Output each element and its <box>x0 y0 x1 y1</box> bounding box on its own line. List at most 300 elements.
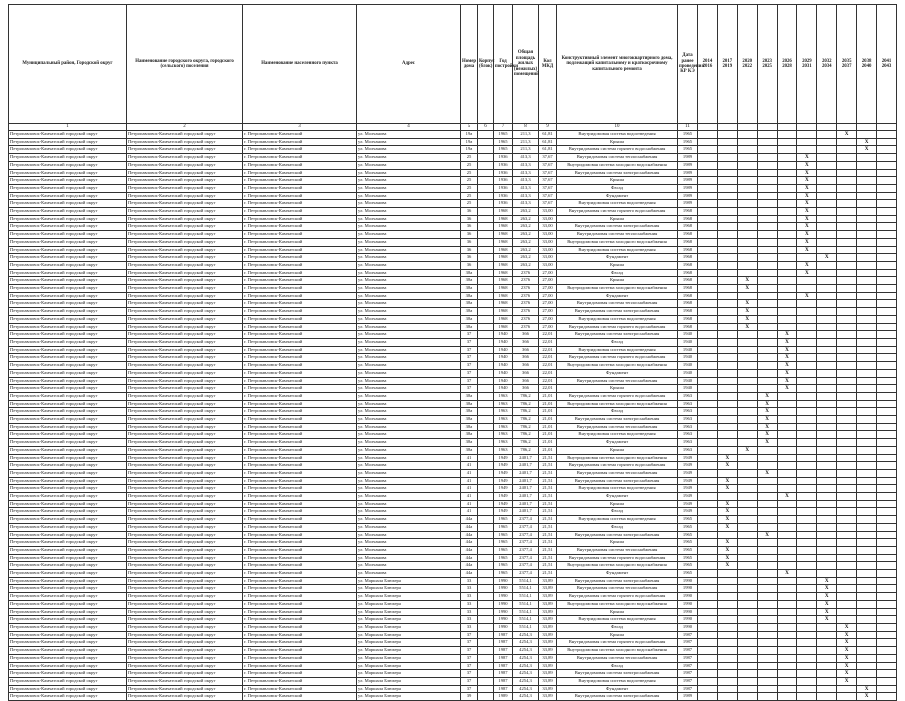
period-cell <box>698 215 718 223</box>
locality-cell: г. Петропавловск-Камчатский <box>243 138 357 146</box>
block-cell <box>478 570 494 578</box>
period-cell <box>777 600 797 608</box>
table-row <box>9 416 897 424</box>
repair-date-cell: 1968 <box>678 254 698 262</box>
block-cell <box>478 531 494 539</box>
table-row <box>9 408 897 416</box>
district-cell: Петропавловск-Камчатский городской округ <box>9 338 127 346</box>
address-cell: ул. Маршала Блюхера <box>357 616 461 624</box>
address-cell: ул. Молчанова <box>357 454 461 462</box>
table-row <box>9 677 897 685</box>
period-cell <box>837 600 857 608</box>
block-cell <box>478 261 494 269</box>
period-cell <box>757 285 777 293</box>
element-cell: Крыша <box>557 385 678 393</box>
period-cell <box>837 154 857 162</box>
period-cell <box>817 315 837 323</box>
settlement-cell: Петропавловск-Камчатский городской округ <box>127 677 243 685</box>
table-row <box>9 431 897 439</box>
period-cell <box>837 693 857 701</box>
count-cell: 61,81 <box>539 138 557 146</box>
element-cell: Крыша <box>557 446 678 454</box>
element-cell: Внутридомовая система теплоснабжения <box>557 377 678 385</box>
district-cell: Петропавловск-Камчатский городской округ <box>9 423 127 431</box>
period-cell <box>757 208 777 216</box>
area-cell: 263,2 <box>513 208 539 216</box>
period-cell <box>777 469 797 477</box>
table-row <box>9 570 897 578</box>
count-cell: 61,81 <box>539 146 557 154</box>
period-cell: Х <box>717 523 737 531</box>
period-cell <box>737 431 757 439</box>
repair-date-cell: 1989 <box>678 161 698 169</box>
table-body <box>9 131 897 701</box>
period-cell <box>877 254 897 262</box>
block-cell <box>478 423 494 431</box>
block-cell <box>478 608 494 616</box>
period-cell <box>777 300 797 308</box>
period-cell <box>797 385 817 393</box>
period-cell <box>797 392 817 400</box>
period-cell <box>717 585 737 593</box>
table-row <box>9 246 897 254</box>
district-cell: Петропавловск-Камчатский городской округ <box>9 647 127 655</box>
period-cell <box>698 154 718 162</box>
period-cell <box>698 369 718 377</box>
period-cell <box>757 238 777 246</box>
house-number-cell: 33 <box>461 577 478 585</box>
locality-cell: г. Петропавловск-Камчатский <box>243 508 357 516</box>
column-number <box>817 124 837 131</box>
build-year-cell: 1963 <box>494 423 513 431</box>
block-cell <box>478 223 494 231</box>
settlement-cell: Петропавловск-Камчатский городской округ <box>127 385 243 393</box>
period-cell: Х <box>757 439 777 447</box>
table-row <box>9 516 897 524</box>
district-cell: Петропавловск-Камчатский городской округ <box>9 169 127 177</box>
locality-cell: г. Петропавловск-Камчатский <box>243 277 357 285</box>
repair-date-cell: 1949 <box>678 508 698 516</box>
period-cell <box>877 292 897 300</box>
table-row <box>9 531 897 539</box>
house-number-cell: 38а <box>461 423 478 431</box>
house-number-cell: 38а <box>461 300 478 308</box>
block-cell <box>478 169 494 177</box>
element-cell: Фундамент <box>557 192 678 200</box>
period-cell: Х <box>837 131 857 139</box>
house-number-cell: 36 <box>461 238 478 246</box>
block-cell <box>478 308 494 316</box>
area-cell: 263,2 <box>513 215 539 223</box>
period-cell <box>777 539 797 547</box>
period-cell <box>877 346 897 354</box>
area-cell: 413,3 <box>513 200 539 208</box>
table-row <box>9 292 897 300</box>
locality-cell: г. Петропавловск-Камчатский <box>243 377 357 385</box>
period-cell <box>857 639 877 647</box>
locality-cell: г. Петропавловск-Камчатский <box>243 416 357 424</box>
build-year-cell: 1968 <box>494 285 513 293</box>
period-cell <box>717 223 737 231</box>
period-cell <box>777 408 797 416</box>
district-cell: Петропавловск-Камчатский городской округ <box>9 269 127 277</box>
district-cell: Петропавловск-Камчатский городской округ <box>9 161 127 169</box>
period-cell <box>857 593 877 601</box>
period-cell <box>857 338 877 346</box>
period-cell <box>857 277 877 285</box>
period-cell <box>698 416 718 424</box>
period-cell: Х <box>797 292 817 300</box>
period-cell <box>877 469 897 477</box>
build-year-cell: 1968 <box>494 238 513 246</box>
repair-date-cell: 1963 <box>678 446 698 454</box>
count-cell: 37,67 <box>539 192 557 200</box>
count-cell: 21,51 <box>539 539 557 547</box>
area-cell: 2401,7 <box>513 462 539 470</box>
settlement-cell: Петропавловск-Камчатский городской округ <box>127 154 243 162</box>
repair-date-cell: 1990 <box>678 577 698 585</box>
house-number-cell: 25 <box>461 200 478 208</box>
build-year-cell: 1968 <box>494 269 513 277</box>
element-cell: Внутридомовая система электроснабжения <box>557 693 678 701</box>
address-cell: ул. Маршала Блюхера <box>357 585 461 593</box>
column-header: 2023 2025 <box>757 5 777 124</box>
area-cell: 2377,4 <box>513 570 539 578</box>
column-number <box>757 124 777 131</box>
locality-cell: г. Петропавловск-Камчатский <box>243 161 357 169</box>
period-cell <box>717 323 737 331</box>
period-cell <box>857 269 877 277</box>
table-row <box>9 215 897 223</box>
build-year-cell: 1940 <box>494 369 513 377</box>
district-cell: Петропавловск-Камчатский городской округ <box>9 177 127 185</box>
build-year-cell: 1949 <box>494 477 513 485</box>
period-cell <box>757 315 777 323</box>
period-cell <box>777 177 797 185</box>
period-cell: Х <box>717 454 737 462</box>
build-year-cell: 1965 <box>494 523 513 531</box>
period-cell <box>737 346 757 354</box>
period-cell <box>837 485 857 493</box>
count-cell: 33,89 <box>539 593 557 601</box>
area-cell: 366 <box>513 377 539 385</box>
period-cell <box>698 184 718 192</box>
locality-cell: г. Петропавловск-Камчатский <box>243 439 357 447</box>
period-cell <box>857 246 877 254</box>
period-cell: Х <box>817 600 837 608</box>
period-cell <box>857 562 877 570</box>
count-cell: 37,67 <box>539 177 557 185</box>
locality-cell: г. Петропавловск-Камчатский <box>243 608 357 616</box>
settlement-cell: Петропавловск-Камчатский городской округ <box>127 369 243 377</box>
repair-date-cell: 1963 <box>678 408 698 416</box>
block-cell <box>478 400 494 408</box>
period-cell <box>717 331 737 339</box>
build-year-cell: 1940 <box>494 385 513 393</box>
address-cell: ул. Молчанова <box>357 493 461 501</box>
period-cell <box>877 308 897 316</box>
address-cell: ул. Молчанова <box>357 423 461 431</box>
element-cell: Внутридомовая система горячего водоснабжения <box>557 639 678 647</box>
period-cell <box>797 500 817 508</box>
period-cell <box>857 377 877 385</box>
period-cell <box>717 416 737 424</box>
column-number: 4 <box>357 124 461 131</box>
district-cell: Петропавловск-Камчатский городской округ <box>9 662 127 670</box>
locality-cell: г. Петропавловск-Камчатский <box>243 600 357 608</box>
period-cell <box>817 392 837 400</box>
period-cell <box>877 600 897 608</box>
build-year-cell: 1965 <box>494 138 513 146</box>
period-cell: Х <box>817 577 837 585</box>
period-cell <box>797 308 817 316</box>
build-year-cell: 1968 <box>494 208 513 216</box>
period-cell <box>757 292 777 300</box>
period-cell <box>877 562 897 570</box>
element-cell: Фундамент <box>557 254 678 262</box>
period-cell <box>737 354 757 362</box>
period-cell <box>857 300 877 308</box>
element-cell: Внутридомовая система водоотведения <box>557 616 678 624</box>
count-cell: 27,00 <box>539 277 557 285</box>
period-cell <box>777 685 797 693</box>
period-cell <box>717 177 737 185</box>
table-row <box>9 454 897 462</box>
build-year-cell: 1940 <box>494 331 513 339</box>
locality-cell: г. Петропавловск-Камчатский <box>243 215 357 223</box>
period-cell <box>857 369 877 377</box>
period-cell <box>817 208 837 216</box>
settlement-cell: Петропавловск-Камчатский городской округ <box>127 593 243 601</box>
period-cell <box>698 431 718 439</box>
period-cell <box>877 516 897 524</box>
period-cell <box>857 192 877 200</box>
period-cell <box>877 523 897 531</box>
address-cell: ул. Маршала Блюхера <box>357 577 461 585</box>
period-cell <box>757 631 777 639</box>
locality-cell: г. Петропавловск-Камчатский <box>243 462 357 470</box>
period-cell <box>837 439 857 447</box>
element-cell: Внутридомовая система водоотведения <box>557 346 678 354</box>
period-cell <box>777 215 797 223</box>
count-cell: 33,89 <box>539 677 557 685</box>
repair-date-cell: 1940 <box>678 369 698 377</box>
settlement-cell: Петропавловск-Камчатский городской округ <box>127 184 243 192</box>
block-cell <box>478 493 494 501</box>
element-cell: Внутридомовая система водоотведения <box>557 485 678 493</box>
period-cell <box>757 323 777 331</box>
period-cell <box>877 131 897 139</box>
period-cell <box>817 423 837 431</box>
build-year-cell: 1987 <box>494 677 513 685</box>
period-cell <box>717 138 737 146</box>
period-cell <box>737 469 757 477</box>
period-cell <box>797 685 817 693</box>
locality-cell: г. Петропавловск-Камчатский <box>243 154 357 162</box>
table-row <box>9 261 897 269</box>
house-number-cell: 37 <box>461 331 478 339</box>
element-cell: Крыша <box>557 215 678 223</box>
period-cell <box>717 531 737 539</box>
locality-cell: г. Петропавловск-Камчатский <box>243 685 357 693</box>
period-cell <box>837 354 857 362</box>
column-number: 10 <box>557 124 678 131</box>
period-cell: Х <box>797 154 817 162</box>
period-cell <box>737 608 757 616</box>
period-cell <box>777 500 797 508</box>
period-cell <box>797 654 817 662</box>
locality-cell: г. Петропавловск-Камчатский <box>243 200 357 208</box>
period-cell <box>857 670 877 678</box>
area-cell: 2401,7 <box>513 454 539 462</box>
period-cell: Х <box>797 192 817 200</box>
block-cell <box>478 577 494 585</box>
period-cell: Х <box>737 285 757 293</box>
block-cell <box>478 131 494 139</box>
count-cell: 27,00 <box>539 315 557 323</box>
house-number-cell: 38а <box>461 308 478 316</box>
period-cell <box>877 431 897 439</box>
period-cell: Х <box>737 300 757 308</box>
locality-cell: г. Петропавловск-Камчатский <box>243 192 357 200</box>
repair-date-cell: 1949 <box>678 500 698 508</box>
address-cell: ул. Маршала Блюхера <box>357 693 461 701</box>
house-number-cell: 38а <box>461 408 478 416</box>
build-year-cell: 1990 <box>494 600 513 608</box>
period-cell <box>817 677 837 685</box>
period-cell <box>757 254 777 262</box>
period-cell: Х <box>777 570 797 578</box>
period-cell <box>877 585 897 593</box>
block-cell <box>478 670 494 678</box>
build-year-cell: 1936 <box>494 169 513 177</box>
district-cell: Петропавловск-Камчатский городской округ <box>9 315 127 323</box>
period-cell <box>877 338 897 346</box>
period-cell <box>857 362 877 370</box>
period-cell: Х <box>717 508 737 516</box>
element-cell: Внутридомовая система электроснабжения <box>557 670 678 678</box>
repair-date-cell: 1949 <box>678 477 698 485</box>
period-cell: Х <box>737 315 757 323</box>
period-cell <box>837 177 857 185</box>
period-cell <box>757 677 777 685</box>
period-cell: Х <box>797 169 817 177</box>
repair-date-cell: 1990 <box>678 585 698 593</box>
period-cell <box>817 385 837 393</box>
period-cell <box>698 169 718 177</box>
period-cell <box>857 238 877 246</box>
table-row <box>9 670 897 678</box>
period-cell: Х <box>817 593 837 601</box>
period-cell <box>698 323 718 331</box>
period-cell <box>817 277 837 285</box>
period-cell <box>877 246 897 254</box>
settlement-cell: Петропавловск-Камчатский городской округ <box>127 624 243 632</box>
period-cell: Х <box>717 546 737 554</box>
area-cell: 2376 <box>513 285 539 293</box>
period-cell <box>777 238 797 246</box>
period-cell <box>837 261 857 269</box>
area-cell: 2376 <box>513 277 539 285</box>
period-cell <box>777 439 797 447</box>
period-cell <box>717 616 737 624</box>
area-cell: 413,3 <box>513 154 539 162</box>
period-cell <box>857 662 877 670</box>
locality-cell: г. Петропавловск-Камчатский <box>243 469 357 477</box>
period-cell <box>877 654 897 662</box>
period-cell <box>797 546 817 554</box>
address-cell: ул. Молчанова <box>357 192 461 200</box>
area-cell: 786,2 <box>513 416 539 424</box>
district-cell: Петропавловск-Камчатский городской округ <box>9 554 127 562</box>
period-cell <box>877 608 897 616</box>
district-cell: Петропавловск-Камчатский городской округ <box>9 608 127 616</box>
area-cell: 5514,1 <box>513 593 539 601</box>
period-cell <box>777 423 797 431</box>
period-cell <box>797 693 817 701</box>
period-cell <box>737 454 757 462</box>
period-cell <box>817 693 837 701</box>
area-cell: 2377,4 <box>513 539 539 547</box>
element-cell: Внутридомовая система водоотведения <box>557 200 678 208</box>
district-cell: Петропавловск-Камчатский городской округ <box>9 308 127 316</box>
period-cell <box>817 639 837 647</box>
period-cell <box>737 392 757 400</box>
area-cell: 4254,3 <box>513 677 539 685</box>
locality-cell: г. Петропавловск-Камчатский <box>243 631 357 639</box>
table-row <box>9 254 897 262</box>
element-cell: Фундамент <box>557 493 678 501</box>
period-cell <box>757 554 777 562</box>
settlement-cell: Петропавловск-Камчатский городской округ <box>127 539 243 547</box>
period-cell <box>857 500 877 508</box>
locality-cell: г. Петропавловск-Камчатский <box>243 639 357 647</box>
element-cell: Крыша <box>557 138 678 146</box>
count-cell: 21,51 <box>539 508 557 516</box>
period-cell <box>877 416 897 424</box>
period-cell <box>797 624 817 632</box>
period-cell <box>857 223 877 231</box>
count-cell: 21,01 <box>539 400 557 408</box>
period-cell <box>717 277 737 285</box>
repair-date-cell: 1965 <box>678 539 698 547</box>
count-cell: 33,00 <box>539 238 557 246</box>
period-cell <box>857 577 877 585</box>
settlement-cell: Петропавловск-Камчатский городской округ <box>127 616 243 624</box>
address-cell: ул. Молчанова <box>357 323 461 331</box>
count-cell: 22,01 <box>539 346 557 354</box>
period-cell <box>817 323 837 331</box>
build-year-cell: 1987 <box>494 670 513 678</box>
period-cell <box>757 346 777 354</box>
period-cell <box>797 516 817 524</box>
period-cell <box>877 192 897 200</box>
period-cell <box>837 269 857 277</box>
period-cell <box>737 624 757 632</box>
period-cell <box>717 408 737 416</box>
period-cell <box>717 693 737 701</box>
period-cell <box>797 400 817 408</box>
locality-cell: г. Петропавловск-Камчатский <box>243 562 357 570</box>
table-row <box>9 500 897 508</box>
district-cell: Петропавловск-Камчатский городской округ <box>9 346 127 354</box>
period-cell <box>717 624 737 632</box>
period-cell <box>737 215 757 223</box>
locality-cell: г. Петропавловск-Камчатский <box>243 346 357 354</box>
count-cell: 21,01 <box>539 408 557 416</box>
area-cell: 4254,3 <box>513 631 539 639</box>
district-cell: Петропавловск-Камчатский городской округ <box>9 500 127 508</box>
